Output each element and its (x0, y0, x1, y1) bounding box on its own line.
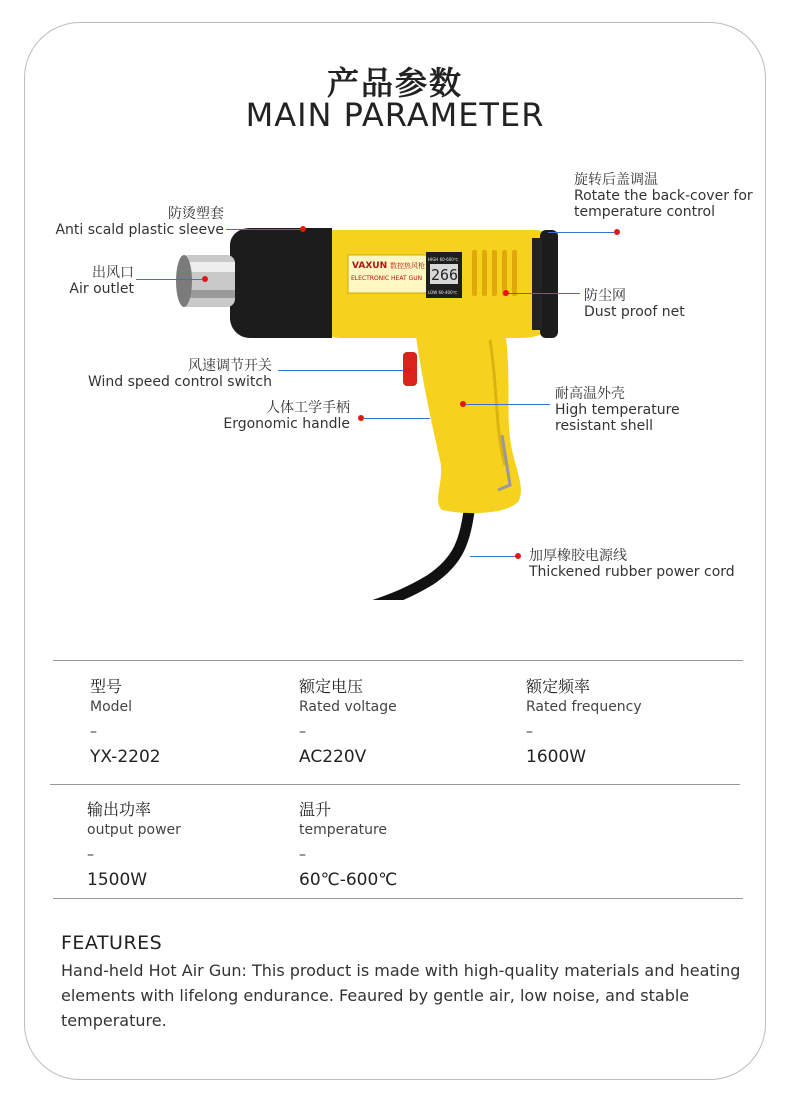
callout-switch-dot (404, 367, 410, 373)
param-temperature-en: temperature (299, 822, 387, 838)
callout-switch-cn: 风速调节开关 (188, 358, 272, 374)
callout-cord-en: Thickened rubber power cord (529, 564, 735, 580)
power-cord (375, 505, 470, 600)
features-title: FEATURES (61, 932, 163, 954)
callout-shell (555, 386, 680, 434)
lcd-low: LOW 60-400℃ (428, 290, 458, 295)
callout-back-cover-dot (614, 229, 620, 235)
param-model-en: Model (90, 699, 133, 715)
callout-cord-dot (515, 553, 521, 559)
callout-cord (529, 548, 735, 580)
callout-dust-net-cn: 防尘网 (584, 288, 626, 304)
lcd-high: HIGH 60-600℃ (428, 257, 459, 262)
param-output-power (87, 799, 181, 891)
callout-back-cover (574, 172, 753, 220)
callout-sleeve-dot (300, 226, 306, 232)
param-output-power-cn: 输出功率 (87, 800, 152, 819)
model-line-label: ELECTRONIC HEAT GUN (351, 275, 423, 282)
param-temperature-value: 60℃-600℃ (299, 870, 398, 890)
brand-label: VAXUN (352, 261, 388, 271)
callout-outlet-dot (202, 276, 208, 282)
callout-dust-net-en: Dust proof net (584, 304, 685, 320)
table-divider-top (53, 660, 743, 661)
callout-handle-cn: 人体工学手柄 (266, 400, 350, 416)
callout-handle-line (364, 418, 430, 419)
callout-switch-line (278, 370, 404, 371)
callout-outlet-line (136, 279, 202, 280)
callout-switch-en: Wind speed control switch (87, 374, 272, 390)
table-divider-middle (50, 784, 740, 785)
param-temperature (299, 799, 397, 891)
param-frequency (526, 676, 642, 768)
param-temperature-cn: 温升 (299, 800, 332, 819)
param-model-cn: 型号 (90, 677, 123, 696)
callout-cord-cn: 加厚橡胶电源线 (529, 548, 627, 564)
callout-dust-net-line (509, 293, 580, 294)
param-model (90, 676, 161, 768)
lcd-value: 266 (431, 266, 459, 284)
callout-outlet-en: Air outlet (69, 281, 134, 297)
callout-outlet-cn: 出风口 (92, 265, 134, 281)
callout-shell-cn: 耐高温外壳 (555, 386, 625, 402)
callout-handle (223, 400, 350, 432)
param-frequency-en: Rated frequency (526, 699, 642, 715)
param-voltage-cn: 额定电压 (299, 677, 364, 696)
page-title-cn: 产品参数 (326, 64, 463, 102)
param-model-dash: – (90, 724, 97, 740)
param-model-value: YX-2202 (90, 747, 161, 767)
callout-sleeve-line (226, 229, 300, 230)
param-voltage-dash: – (299, 724, 306, 740)
param-frequency-dash: – (526, 724, 533, 740)
param-voltage (299, 676, 397, 768)
table-divider-bottom (53, 898, 743, 899)
param-frequency-value: 1600W (526, 747, 587, 767)
callout-back-cover-cn: 旋转后盖调温 (574, 172, 658, 188)
param-voltage-en: Rated voltage (299, 699, 397, 715)
callout-switch (88, 358, 272, 390)
callout-back-cover-line (548, 232, 614, 233)
callout-sleeve-en: Anti scald plastic sleeve (55, 222, 224, 238)
callout-sleeve-cn: 防烫塑套 (168, 206, 224, 222)
callout-dust-net (584, 288, 685, 320)
param-temperature-dash: – (299, 847, 306, 863)
param-voltage-value: AC220V (299, 747, 367, 767)
callout-back-cover-en2: temperature control (574, 204, 715, 220)
brand-sub-label: 数控热风枪 (390, 262, 425, 270)
callout-outlet (69, 265, 134, 297)
callout-sleeve (55, 206, 224, 238)
callout-shell-en2: resistant shell (555, 418, 653, 434)
callout-shell-en1: High temperature (555, 402, 680, 418)
param-frequency-cn: 额定频率 (526, 677, 591, 696)
param-output-power-value: 1500W (87, 870, 148, 890)
callout-shell-line (466, 404, 550, 405)
callout-back-cover-en1: Rotate the back-cover for (574, 188, 753, 204)
param-output-power-en: output power (87, 822, 181, 838)
callout-handle-en: Ergonomic handle (223, 416, 350, 432)
callout-cord-line (470, 556, 516, 557)
back-cover-shape (540, 230, 558, 338)
sleeve-shape (230, 228, 332, 338)
param-output-power-dash: – (87, 847, 94, 863)
page-title-en: MAIN PARAMETER (245, 96, 545, 134)
features-body: Hand-held Hot Air Gun: This product is made with high-quality materials and heating elements with lifelong endurance. Feaured by gentle air, low noise, and stable temperature. (61, 961, 741, 1030)
